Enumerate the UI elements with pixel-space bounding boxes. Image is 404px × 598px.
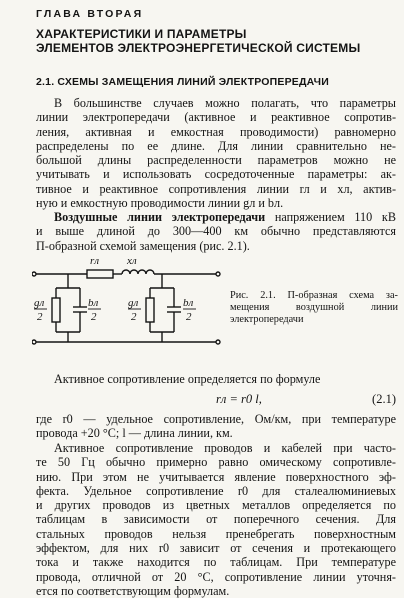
paragraph-formula-legend [36, 412, 396, 441]
conductance-label-left: gл [34, 297, 45, 309]
text-line: и выше длиной до 300—400 км обычно представляются [36, 224, 396, 239]
text-line: где r0 — удельное сопротивление, Ом/км, при температуре [36, 412, 396, 426]
chapter-title-line: ЭЛЕМЕНТОВ ЭЛЕКТРОЭНЕРГЕТИЧЕСКОЙ СИСТЕМЫ [36, 41, 361, 55]
conductance-label-right: gл [128, 297, 139, 309]
text-line [36, 210, 396, 224]
caption-line: электропередачи [230, 314, 304, 325]
text-line: провода +20 °C; l — длина линии, км. [36, 426, 233, 441]
text-line: таблицам в зависимости от поперечного сечения. Для [36, 512, 396, 527]
caption-line: Рис. 2.1. П-образная схема за- [230, 290, 398, 301]
fraction-denominator: 2 [186, 311, 192, 323]
resistance-formula: rл = r0 l, [216, 392, 262, 406]
chapter-title-line: ХАРАКТЕРИСТИКИ И ПАРАМЕТРЫ [36, 27, 247, 41]
text-line: большой длины распределенности параметров можно не [36, 153, 396, 168]
bold-term: Воздушные линии электропередачи [54, 210, 266, 224]
chapter-heading: ГЛАВА ВТОРАЯ [36, 8, 144, 20]
susceptance-label-left: bл [88, 297, 99, 309]
text-line: фекта. Удельное сопротивление r0 для сталеалюминиевых [36, 483, 396, 498]
text-line: В большинстве случаев можно полагать, что параметры [54, 96, 396, 110]
terminal-dot [32, 272, 36, 276]
text-line: те 50 Гц обычно примерно равно омическому сопротивле- [36, 455, 396, 470]
text-line: провода, отличной от 20 °C, сопротивление линии уточня- [36, 569, 396, 584]
pi-equivalent-circuit-diagram [32, 246, 222, 356]
resistance-label: rл [90, 255, 100, 267]
text-line: распределены по ее длине. Для линии сравнительно не- [36, 138, 396, 153]
chapter-title [36, 27, 396, 55]
susceptance-label-right: bл [183, 297, 194, 309]
text-line: учитывать и использовать сосредоточенные параметры: ак- [36, 167, 396, 182]
text-line: и других проводов из цветных металлов определяется по [36, 498, 396, 513]
conductance-resistor-left [52, 298, 60, 322]
paragraph-distributed-parameters [36, 96, 396, 210]
fraction-denominator: 2 [37, 311, 43, 323]
reactance-label: xл [127, 255, 137, 267]
text-line: ную и емкостную проводимости линии gл и bл. [36, 196, 284, 211]
text-line: тивное и реактивное сопротивления линии rл и xл, актив- [36, 181, 396, 196]
text-line: тока и также находится по таблицам. При температуре [36, 555, 396, 570]
section-heading: 2.1. СХЕМЫ ЗАМЕЩЕНИЯ ЛИНИЙ ЭЛЕКТРОПЕРЕДАЧИ [36, 76, 329, 88]
formula-row [36, 392, 396, 412]
conductance-resistor-right [146, 298, 154, 322]
paragraph-active-resistance-intro [36, 372, 396, 386]
text-line: ления, активная и емкостная проводимости) равномерно [36, 124, 396, 139]
equation-number: (2.1) [372, 392, 396, 406]
terminal-dot [32, 340, 36, 344]
text-line: Активное сопротивление проводов и кабелей при часто- [54, 441, 396, 455]
text-line: ется по соответствующим формулам. [36, 583, 230, 598]
caption-line: мещения воздушной линии [230, 302, 398, 313]
text-line: Активное сопротивление определяется по формуле [54, 372, 321, 386]
fraction-denominator: 2 [131, 311, 137, 323]
resistor-symbol [87, 270, 113, 278]
text-line: П-образной схемой замещения (рис. 2.1). [36, 238, 250, 253]
paragraph-skin-effect [36, 441, 396, 598]
text-fragment: напряжением 110 кВ [265, 210, 396, 224]
text-line: нию. При этом не учитывается явление поверхностного эф- [36, 469, 396, 484]
inductor-symbol [122, 270, 154, 274]
terminal-dot [216, 272, 220, 276]
terminal-dot [216, 340, 220, 344]
text-line: стальных проводов нельзя пренебрегать поверхностным [36, 526, 396, 541]
figure-caption [230, 290, 398, 326]
text-line: линии электропередачи (активное и реактивное сопротив- [36, 110, 396, 125]
text-line: эффектом, для них r0 зависит от сечения и протекающего [36, 541, 396, 556]
fraction-denominator: 2 [91, 311, 97, 323]
